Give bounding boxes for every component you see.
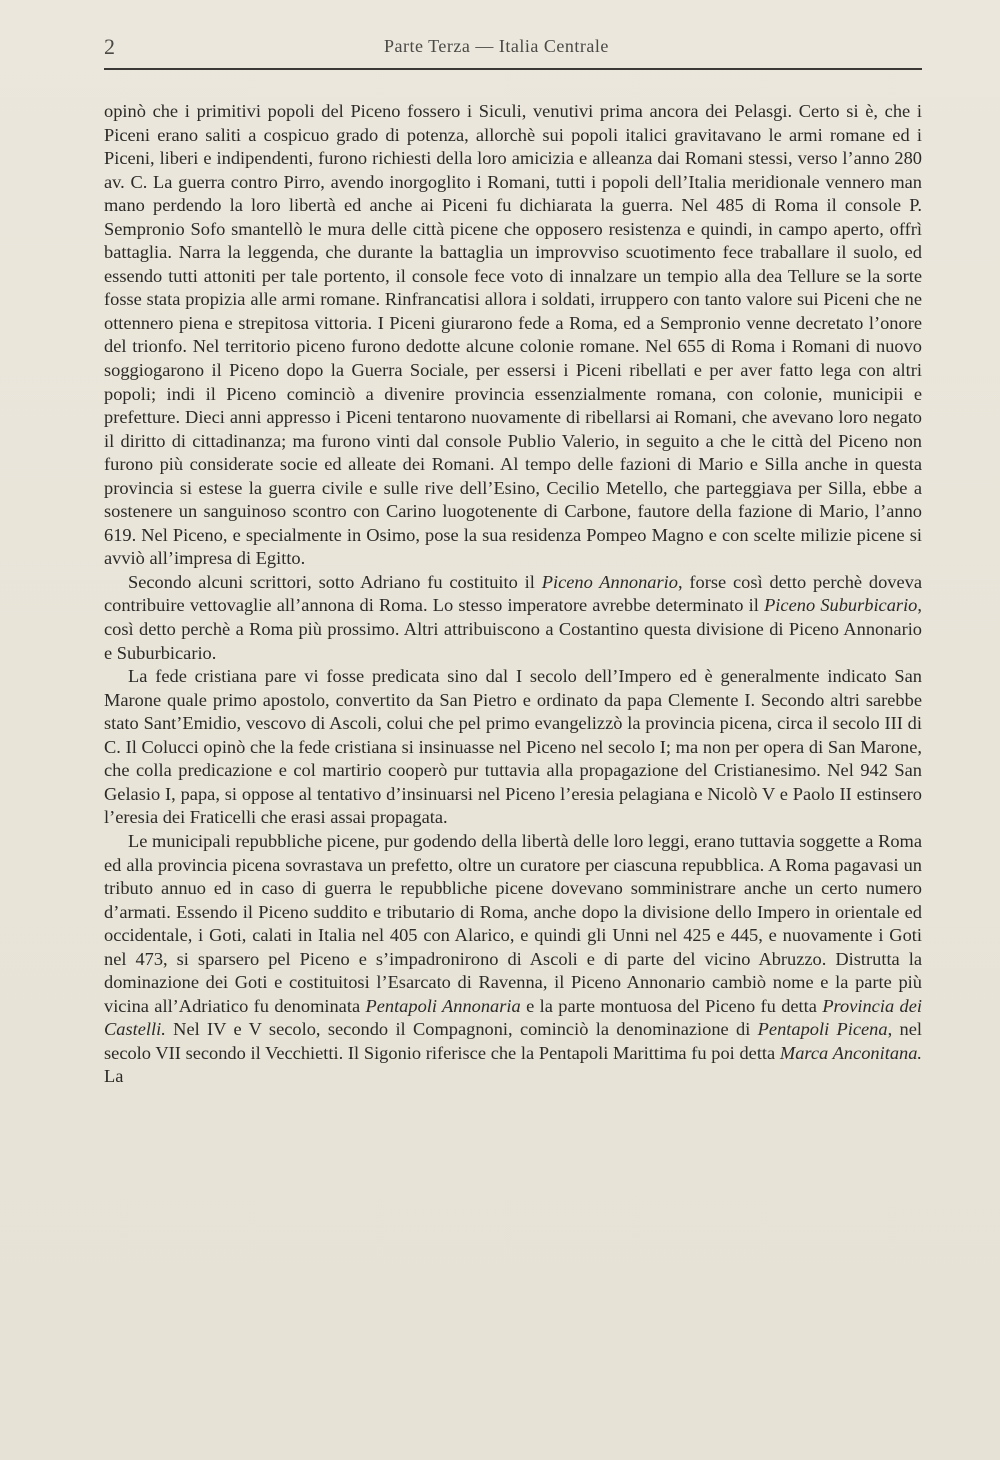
paragraph	[104, 100, 922, 571]
italic-term: Piceno Annonario	[541, 571, 678, 592]
text-run: , così detto perchè a Roma più prossimo. Altri attribuiscono a Costantino questa divisione di Piceno Annonario e Suburbicario.	[104, 595, 922, 663]
text-run: , nel secolo VII secondo il Vecchietti. Il Sigonio riferisce che la Pentapoli Marittima fu poi detta	[104, 1019, 922, 1063]
page-header	[104, 34, 922, 70]
body-text	[104, 100, 922, 1089]
italic-term: Provincia dei Castelli.	[104, 995, 922, 1040]
text-run: , forse così detto perchè doveva contribuire vettovaglie all’annona di Roma. Lo stesso imperatore avrebbe determinato il	[104, 571, 922, 616]
page-number: 2	[104, 34, 115, 59]
italic-term: Marca Anconitana.	[779, 1042, 922, 1063]
text-run: Secondo alcuni scrittori, sotto Adriano fu costituito il	[128, 571, 542, 592]
text-run: Le municipali repubbliche picene, pur godendo della libertà delle loro leggi, erano tuttavia soggette a Roma ed alla provincia picena sovrastava un prefetto, oltre un curatore per ciascuna repubblica. A Roma pagavasi un tributo annuo ed in caso di guerra le repubbliche picene dovevano somministrare anche un certo numero d’armati. Essendo il Piceno suddito e tributario di Roma, anche dopo la divisione dello Impero in orientale ed occidentale, i Goti, calati in Italia nel 405 con Alarico, e quindi gli Unni nel 425 e 445, e nuovamente i Goti nel 473, si sparsero pel Piceno e s’impadronirono di Ascoli e di parte del vicino Abruzzo. Distrutta la dominazione dei Goti e costituitosi l’Esarcato di Ravenna, il Piceno Annonario cambiò nome e la parte più vicina all’Adriatico fu denominata	[104, 830, 922, 1016]
text-run: La fede cristiana pare vi fosse predicata sino dal I secolo dell’Impero ed è generalmente indicato San Marone quale primo apostolo, convertito da San Pietro e ordinato da papa Clemente I. Secondo altri sarebbe stato Sant’Emidio, vescovo di Ascoli, colui che pel primo evangelizzò la provincia picena, circa il secolo III di C. Il Colucci opinò che la fede cristiana si insinuasse nel Piceno nel secolo I; ma non per opera di San Marone, che colla predicazione e col martirio cooperò pur tuttavia alla propagazione del Cristianesimo. Nel 942 San Gelasio I, papa, si oppose al tentativo d’insinuarsi nel Piceno l’eresia pelagiana e Nicolò V e Paolo II estinsero l’eresia dei Fraticelli che erasi assai propagata.	[104, 666, 922, 828]
italic-term: Pentapoli Annonaria	[365, 995, 521, 1016]
paragraph	[104, 830, 922, 1089]
text-run: La	[104, 1066, 124, 1087]
text-run: Nel IV e V secolo, secondo il Compagnoni, cominciò la denominazione di	[165, 1019, 758, 1040]
running-head: Parte Terza — Italia Centrale	[384, 36, 609, 56]
text-run: opinò che i primitivi popoli del Piceno fossero i Siculi, venutivi prima ancora dei Pelasgi. Certo si è, che i Piceni erano saliti a cospicuo grado di potenza, allorchè sui popoli italici gravitavano le armi romane ed i Piceni, liberi e indipendenti, furono richiesti della loro amicizia e alleanza dai Romani stessi, verso l’anno 280 av. C. La guerra contro Pirro, avendo inorgoglito i Romani, tutti i popoli dell’Italia meridionale vennero man mano perdendo la loro libertà ed anche ai Piceni fu dichiarata la guerra. Nel 485 di Roma il console P. Sempronio Sofo smantellò le mura delle città picene che opposero resistenza e quindi, in campo aperto, offrì battaglia. Narra la leggenda, che durante la battaglia un improvviso scuotimento fece traballare il suolo, ed essendo tutti attoniti per tale portento, il console fece voto di innalzare un tempio alla dea Tellure se la sorte fosse stata propizia alle armi romane. Rinfrancatisi allora i soldati, irruppero con tanto valore sui Piceni che ne ottennero piena e strepitosa vittoria. I Piceni giurarono fede a Roma, ed a Sempronio venne decretato l’onore del trionfo. Nel territorio piceno furono dedotte alcune colonie romane. Nel 655 di Roma i Romani di nuovo soggiogarono il Piceno dopo la Guerra Sociale, per essersi i Piceni ribellati e per aver fatto lega con altri popoli; indi il Piceno cominciò a divenire provincia essenzialmente romana, con colonie, municipii e prefetture. Dieci anni appresso i Piceni tentarono nuovamente di ribellarsi ai Romani, che avevano loro negato il diritto di cittadinanza; ma furono vinti dal console Publio Valerio, in seguito a che le città del Piceno non furono più considerate socie ed alleate dei Romani. Al tempo delle fazioni di Mario e Silla anche in questa provincia si estese la guerra civile e sulle rive dell’Esino, Cecilio Metello, che parteggiava per Silla, ebbe a sostenere un sanguinoso scontro con Carino luogotenente di Carbone, fautore della fazione di Mario, l’anno 619. Nel Piceno, e specialmente in Osimo, pose la sua residenza Pompeo Magno e con scelte milizie picene si avviò all’impresa di Egitto.	[104, 101, 922, 569]
text-run: e la parte montuosa del Piceno fu detta	[520, 995, 823, 1016]
paragraph	[104, 571, 922, 665]
paragraph	[104, 665, 922, 830]
italic-term: Pentapoli Picena	[757, 1019, 888, 1040]
italic-term: Piceno Suburbicario	[764, 595, 918, 616]
